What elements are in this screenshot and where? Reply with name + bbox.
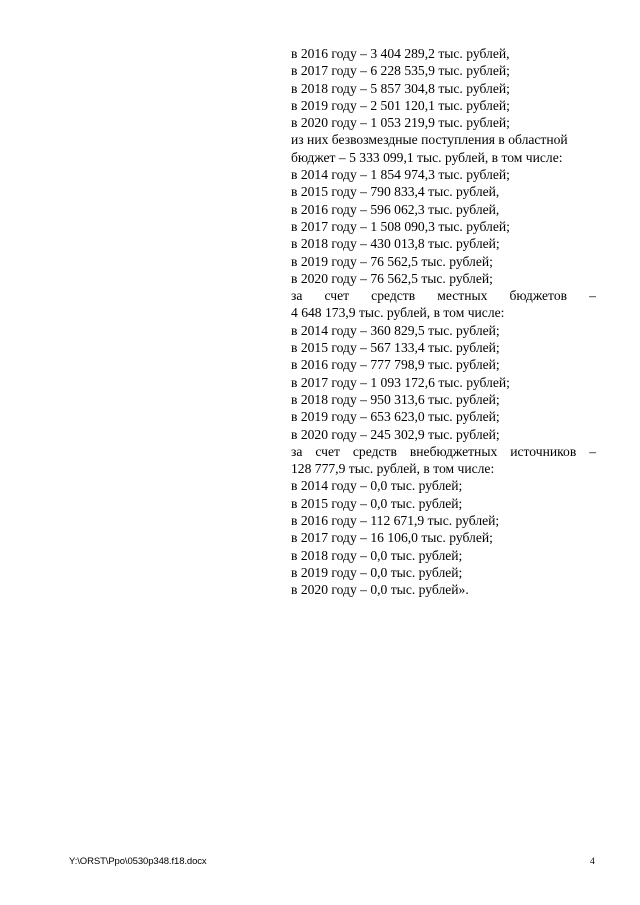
text-line: в 2019 году – 0,0 тыс. рублей;	[291, 564, 463, 580]
text-line: в 2016 году – 596 062,3 тыс. рублей,	[291, 201, 500, 217]
text-line: в 2015 году – 0,0 тыс. рублей;	[291, 495, 463, 511]
page-number: 4	[590, 857, 595, 867]
text-line: в 2018 году – 5 857 304,8 тыс. рублей;	[291, 80, 510, 96]
text-line: в 2018 году – 950 313,6 тыс. рублей;	[291, 391, 500, 407]
text-line: в 2020 году – 245 302,9 тыс. рублей;	[291, 426, 500, 442]
text-line: в 2019 году – 2 501 120,1 тыс. рублей;	[291, 97, 510, 113]
text-line: в 2019 году – 76 562,5 тыс. рублей;	[291, 253, 493, 269]
text-line: в 2020 году – 76 562,5 тыс. рублей;	[291, 270, 493, 286]
justified-word: бюджетов	[509, 288, 568, 304]
justified-word: источников	[510, 443, 577, 459]
text-line: 4 648 173,9 тыс. рублей, в том числе:	[291, 305, 505, 321]
justified-word: местных	[437, 288, 488, 304]
text-line: в 2020 году – 0,0 тыс. рублей».	[291, 582, 469, 598]
text-line: в 2014 году – 0,0 тыс. рублей;	[291, 478, 463, 494]
text-line: в 2016 году – 3 404 289,2 тыс. рублей,	[291, 46, 510, 61]
text-line: в 2017 году – 1 093 172,6 тыс. рублей;	[291, 374, 510, 390]
text-line: в 2016 году – 112 671,9 тыс. рублей;	[291, 513, 500, 529]
text-line-justified	[291, 287, 596, 304]
text-line: из них безвозмездные поступления в областной	[291, 132, 568, 148]
text-line: в 2015 году – 790 833,4 тыс. рублей,	[291, 184, 500, 200]
text-line: в 2020 году – 1 053 219,9 тыс. рублей;	[291, 115, 510, 131]
text-line: в 2017 году – 6 228 535,9 тыс. рублей;	[291, 63, 510, 79]
justified-word: внебюджетных	[409, 443, 498, 459]
justified-word: за	[291, 443, 303, 459]
text-line: в 2018 году – 430 013,8 тыс. рублей;	[291, 236, 500, 252]
text-line: в 2018 году – 0,0 тыс. рублей;	[291, 547, 463, 563]
justified-word: счет	[324, 288, 350, 304]
text-line: в 2014 году – 360 829,5 тыс. рублей;	[291, 322, 500, 338]
budget-text-column	[291, 45, 596, 599]
text-line: в 2016 году – 777 798,9 тыс. рублей;	[291, 357, 500, 373]
text-line: в 2017 году – 1 508 090,3 тыс. рублей;	[291, 218, 510, 234]
justified-word: счет	[315, 443, 340, 459]
text-line: в 2019 году – 653 623,0 тыс. рублей;	[291, 409, 500, 425]
text-line: в 2017 году – 16 106,0 тыс. рублей;	[291, 530, 493, 546]
justified-word: за	[291, 288, 303, 304]
justified-word: –	[589, 288, 596, 304]
text-line: в 2014 году – 1 854 974,3 тыс. рублей;	[291, 167, 510, 183]
text-line: в 2015 году – 567 133,4 тыс. рублей;	[291, 340, 500, 356]
text-line: 128 777,9 тыс. рублей, в том числе:	[291, 461, 495, 477]
file-path-footer: Y:\ORST\Ppo\0530p348.f18.docx	[69, 856, 207, 867]
justified-word: –	[589, 443, 596, 459]
text-line-justified	[291, 443, 596, 460]
justified-word: средств	[352, 443, 397, 459]
text-line: бюджет – 5 333 099,1 тыс. рублей, в том числе:	[291, 149, 563, 165]
justified-word: средств	[371, 288, 416, 304]
